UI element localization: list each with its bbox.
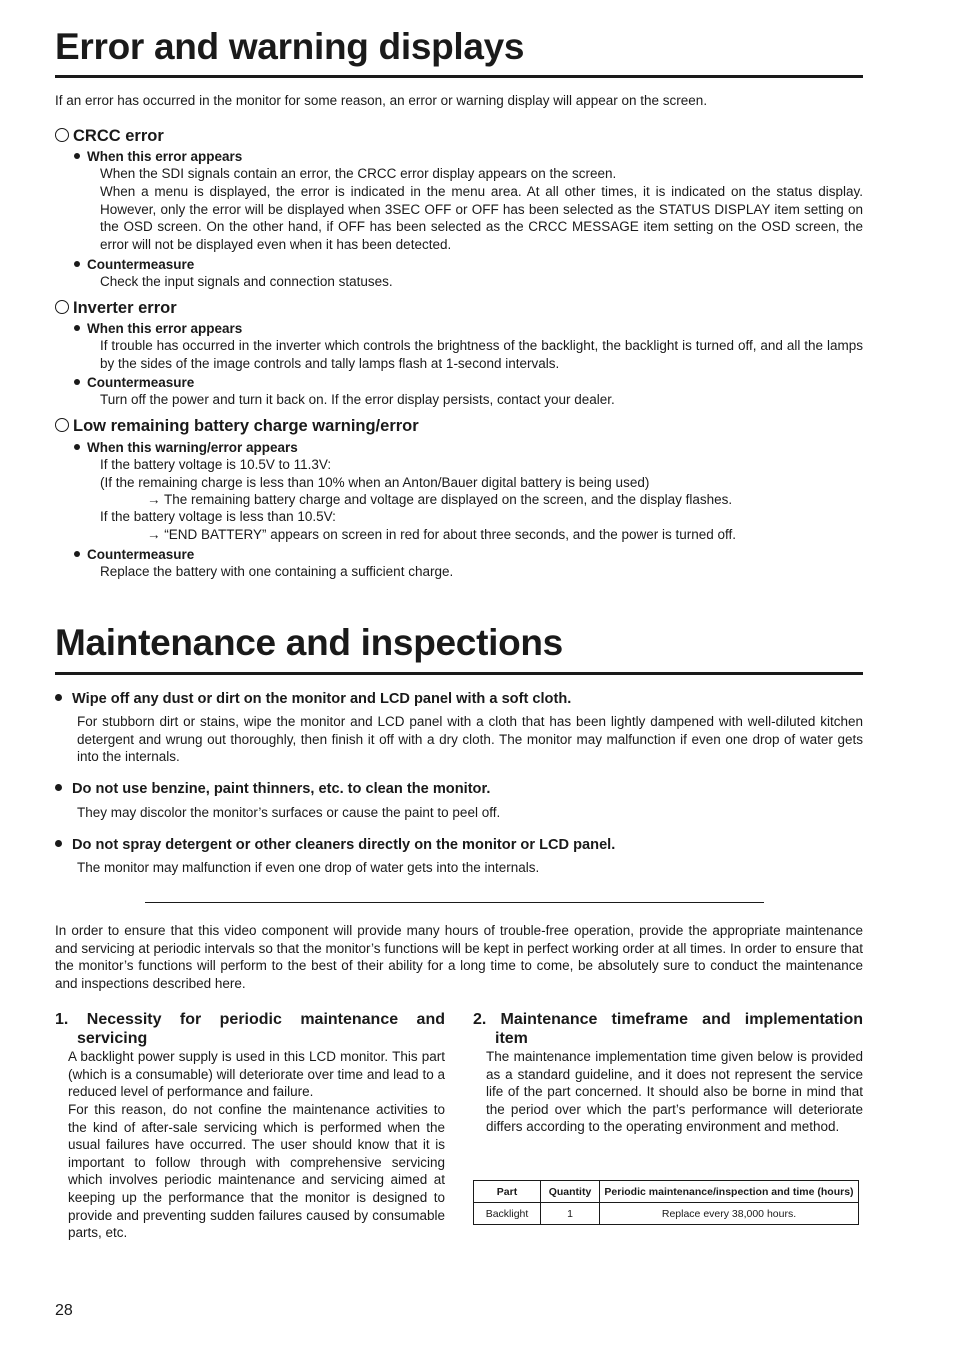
battery-line1: If the battery voltage is 10.5V to 11.3V: — [100, 457, 332, 472]
crcc-counter-label: Countermeasure — [74, 256, 194, 273]
inverter-when-label: When this error appears — [74, 320, 242, 337]
col1-para1: A backlight power supply is used in this LCD monitor. This part (which is a consumable) will deteriorate over time and lead to a reduced level of performance and failure. — [68, 1049, 445, 1100]
col1-heading-line2: servicing — [77, 1030, 148, 1047]
table-row — [474, 1203, 859, 1225]
battery-line4: If the battery voltage is less than 10.5V: — [100, 509, 336, 524]
bullet1-heading: Wipe off any dust or dirt on the monitor and LCD panel with a soft cloth. — [55, 690, 863, 708]
battery-counter-label: Countermeasure — [74, 546, 194, 563]
inverter-when-para: If trouble has occurred in the inverter which controls the brightness of the backlight, the backlight is turned off, and all the lamps by the sides of the image controls and tally lamps flash at 1-second intervals. — [100, 338, 863, 371]
dot-bullet-icon — [74, 379, 80, 385]
crcc-counter-text: Check the input signals and connection statuses. — [100, 274, 393, 289]
section-title-maintenance: Maintenance and inspections — [55, 622, 563, 663]
circle-bullet-icon — [55, 128, 69, 142]
crcc-when-para: When a menu is displayed, the error is indicated in the menu area. At all other times, it is indicated on the status display. However, only the error will be displayed when 3SEC OFF or OFF has been selected as the STATUS DISPLAY item setting on the OSD screen. On the other hand, if OFF has been selected as the CRCC MESSAGE item setting on the OSD screen, the error will not be displayed even when it has been detected. — [100, 184, 863, 252]
dot-bullet-icon — [55, 840, 62, 847]
divider — [145, 902, 764, 903]
circle-bullet-icon — [55, 418, 69, 432]
inverter-counter-text: Turn off the power and turn it back on. If the error display persists, contact your dealer. — [100, 392, 615, 407]
dot-bullet-icon — [74, 551, 80, 557]
col1-heading-line1: 1. Necessity for periodic maintenance and — [55, 1011, 445, 1028]
col2-heading-line2: item — [495, 1030, 528, 1047]
table-header-row — [474, 1181, 859, 1203]
errors-intro: If an error has occurred in the monitor for some reason, an error or warning display will appear on the screen. — [55, 93, 708, 108]
bullet3-heading: Do not spray detergent or other cleaners directly on the monitor or LCD panel. — [55, 836, 863, 854]
crcc-when-line1: When the SDI signals contain an error, the CRCC error display appears on the screen. — [100, 166, 617, 181]
inverter-heading: Inverter error — [55, 298, 177, 318]
page-number: 28 — [55, 1302, 73, 1319]
dot-bullet-icon — [55, 784, 62, 791]
dot-bullet-icon — [74, 153, 80, 159]
crcc-heading: CRCC error — [55, 126, 164, 146]
battery-when-label: When this warning/error appears — [74, 439, 298, 456]
section-title-errors: Error and warning displays — [55, 26, 525, 67]
col1-para2: For this reason, do not confine the maintenance activities to the kind of after-sale servicing which is performed when the usual failures have occurred. The user should know that it is important to follow through with comprehensive servicing which involves periodic maintenance and servicing aimed at keeping up the performance that the monitor is designed to provide and preventing sudden failures caused by consumable parts, etc. — [68, 1102, 445, 1241]
bullet2-heading: Do not use benzine, paint thinners, etc. to clean the monitor. — [55, 780, 863, 798]
col2-para: The maintenance implementation time given below is provided as a standard guideline, and it does not represent the service life of the part concerned. It should also be borne in mind that the period over which the part’s performance will deteriorate differs according to the operating environment and method. — [486, 1049, 863, 1135]
battery-line2: (If the remaining charge is less than 10% when an Anton/Bauer digital battery is being used) — [100, 475, 650, 490]
col2-heading-line1: 2. Maintenance timeframe and implementation — [473, 1011, 863, 1028]
table-header-cell: Quantity — [541, 1181, 600, 1203]
battery-line3: → The remaining battery charge and voltage are displayed on the screen, and the display flashes. — [147, 492, 733, 507]
battery-heading: Low remaining battery charge warning/error — [55, 416, 419, 436]
battery-line5: → “END BATTERY” appears on screen in red for about three seconds, and the power is turned off. — [147, 527, 737, 542]
table-cell: Backlight — [474, 1203, 541, 1225]
dot-bullet-icon — [74, 444, 80, 450]
table-header-cell: Part — [474, 1181, 541, 1203]
dot-bullet-icon — [55, 694, 62, 701]
table-cell: 1 — [541, 1203, 600, 1225]
table-header-cell: Periodic maintenance/inspection and time (hours) — [600, 1181, 859, 1203]
title-rule — [55, 672, 863, 675]
dot-bullet-icon — [74, 261, 80, 267]
crcc-when-label: When this error appears — [74, 148, 242, 165]
maintenance-intro: In order to ensure that this video component will provide many hours of trouble-free operation, provide the appropriate maintenance and servicing at periodic intervals so that the monitor’s functions will be kept in perfect working order at all times. In order to ensure that the monitor’s functions will perform to the best of their ability for a long time to come, be absolutely sure to conduct the maintenance and inspections described here. — [55, 923, 863, 991]
battery-counter-text: Replace the battery with one containing a sufficient charge. — [100, 564, 454, 579]
bullet1-text: For stubborn dirt or stains, wipe the monitor and LCD panel with a cloth that has been lightly dampened with well-diluted kitchen detergent and wrung out thoroughly, then finish it off with a dry cloth. The monitor may malfunction if even one drop of water gets into the internals. — [77, 714, 863, 765]
maintenance-table — [473, 1180, 859, 1225]
bullet2-text: They may discolor the monitor’s surfaces or cause the paint to peel off. — [77, 805, 501, 820]
circle-bullet-icon — [55, 300, 69, 314]
dot-bullet-icon — [74, 325, 80, 331]
inverter-counter-label: Countermeasure — [74, 374, 194, 391]
bullet3-text: The monitor may malfunction if even one drop of water gets into the internals. — [77, 860, 540, 875]
table-cell: Replace every 38,000 hours. — [600, 1203, 859, 1225]
title-rule — [55, 75, 863, 78]
